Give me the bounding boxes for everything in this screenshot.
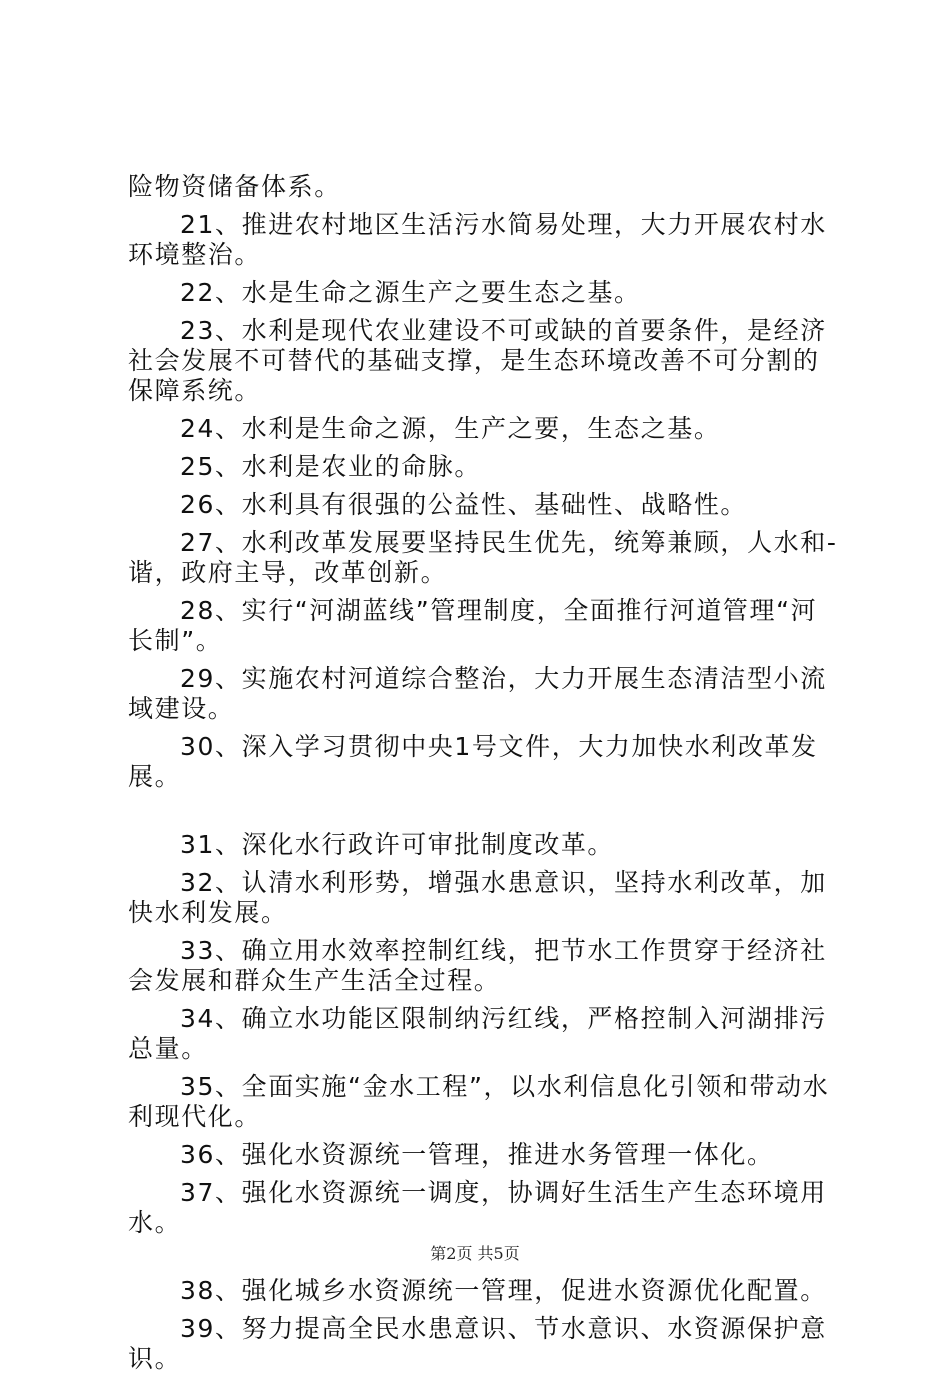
paragraph: 22、水是生命之源生产之要生态之基。 (180, 278, 641, 307)
paragraph: 29、实施农村河道综合整治，大力开展生态清洁型小流域建设。 (128, 664, 827, 723)
paragraph: 23、水利是现代农业建设不可或缺的首要条件，是经济社会发展不可替代的基础支撑，是生态环境改善不可分割的保障系统。 (128, 316, 827, 405)
paragraph: 21、推进农村地区生活污水简易处理，大力开展农村水环境整治。 (128, 210, 827, 269)
paragraph: 31、深化水行政许可审批制度改革。 (180, 830, 615, 859)
paragraph: 35、全面实施“金水工程”，以水利信息化引领和带动水利现代化。 (128, 1072, 830, 1131)
paragraph: 32、认清水利形势，增强水患意识，坚持水利改革，加快水利发展。 (128, 868, 827, 927)
paragraph: 30、深入学习贯彻中央1号文件，大力加快水利改革发展。 (128, 732, 818, 791)
blank-line (128, 800, 840, 830)
paragraph: 25、水利是农业的命脉。 (180, 452, 482, 481)
paragraph: 27、水利改革发展要坚持民生优先，统筹兼顾，人水和-谐，政府主导，改革创新。 (128, 528, 838, 587)
paragraph: 33、确立用水效率控制红线，把节水工作贯穿于经济社会发展和群众生产生活全过程。 (128, 936, 827, 995)
paragraph: 39、努力提高全民水患意识、节水意识、水资源保护意识。 (128, 1314, 827, 1373)
paragraph: 28、实行“河湖蓝线”管理制度，全面推行河道管理“河长制”。 (128, 596, 818, 655)
page-number-footer: 第2页 共5页 (430, 1244, 520, 1263)
paragraph: 38、强化城乡水资源统一管理，促进水资源优化配置。 (180, 1276, 827, 1305)
paragraph: 36、强化水资源统一管理，推进水务管理一体化。 (180, 1140, 774, 1169)
document-body (128, 172, 840, 1382)
paragraph: 险物资储备体系。 (128, 172, 341, 201)
paragraph: 34、确立水功能区限制纳污红线，严格控制入河湖排污总量。 (128, 1004, 827, 1063)
paragraph: 26、水利具有很强的公益性、基础性、战略性。 (180, 490, 748, 519)
paragraph: 24、水利是生命之源，生产之要，生态之基。 (180, 414, 721, 443)
paragraph: 37、强化水资源统一调度，协调好生活生产生态环境用水。 (128, 1178, 827, 1237)
